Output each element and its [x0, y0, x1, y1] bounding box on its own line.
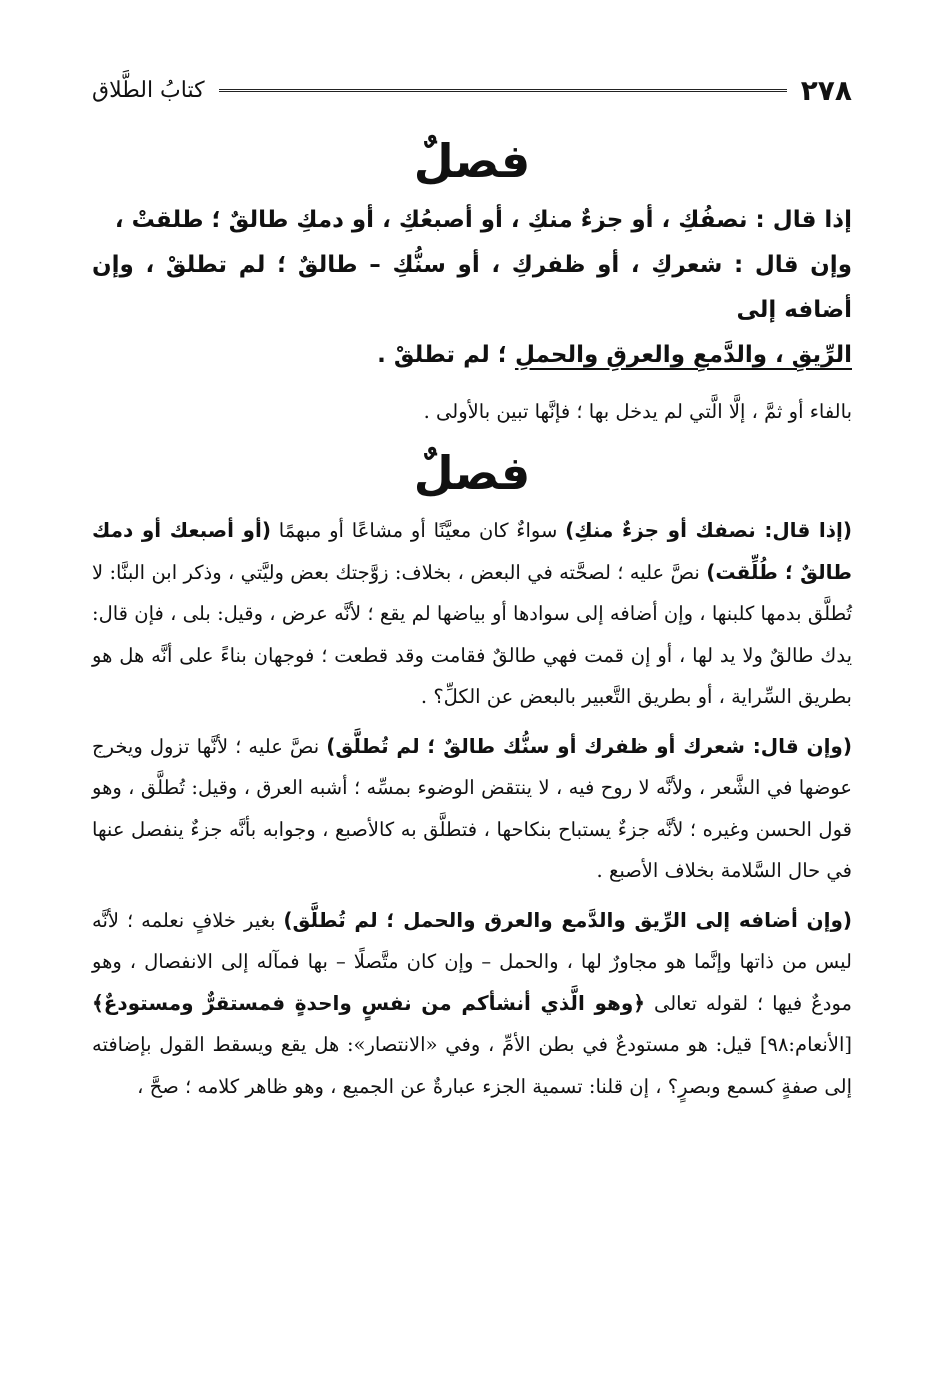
carry-over-text: بالفاء أو ثمَّ ، إلَّا الَّتي لم يدخل بها ؛ فإنَّها تبين بالأولى . — [423, 400, 852, 423]
quoted-matn: (وإن قال: شعرك أو ظفرك أو سنُّك طالقٌ ؛ لم تُطلَّق) — [326, 733, 852, 758]
commentary-paragraph-3 — [92, 900, 852, 1108]
commentary — [92, 510, 852, 1107]
matn-line-3-rest: ؛ لم تطلقْ . — [377, 342, 515, 368]
quoted-matn: (إذا قال: نصفك أو جزءٌ منكِ) — [565, 518, 852, 542]
commentary-text: [الأنعام:٩٨] قيل: هو مستودعٌ في بطن الأمِّ ، وفي «الانتصار»: هل يقع ويسقط القول بإضافته إلى صفةٍ كسمع وبصرٍ؟ ، إن قلنا: تسمية الجزء عبارةٌ عن الجميع ، وهو ظاهر كلامه ؛ صحَّ ، — [92, 1033, 852, 1098]
quran-verse: ﴿وهو الَّذي أنشأكم من نفسٍ واحدةٍ فمستقرٌّ ومستودعٌ﴾ — [92, 990, 646, 1015]
matn-line-2: وإن قال : شعركِ ، أو ظفركِ ، أو سنُّكِ – طالقٌ ؛ لم تطلقْ ، وإن أضافه إلى — [92, 252, 852, 323]
matn-underlined-phrase: الرِّيقِ ، والدَّمعِ والعرقِ والحملِ — [514, 342, 852, 368]
running-title: كتابُ الطَّلاق — [92, 77, 205, 103]
quoted-matn: (أو أصبعك أو دمك طالقٌ ؛ طُلِّقت) — [92, 518, 852, 584]
matn-line-3 — [92, 333, 852, 378]
quoted-matn: (وإن أضافه إلى الرِّيق والدَّمع والعرق والحمل ؛ لم تُطلَّق) — [283, 907, 853, 932]
commentary-paragraph-2 — [92, 726, 852, 892]
header-rule — [219, 89, 787, 92]
commentary-paragraph-1 — [92, 510, 852, 718]
matn-text — [92, 198, 852, 378]
commentary-text: نصَّ عليه ؛ لأنَّها تزول ويخرج عوضها في الشَّعر ، ولأنَّه لا روح فيه ، لا ينتقض الوضوء بمسِّه ؛ أشبه العرق ، وقيل: تُطلَّق ، وهو قول الحسن وغيره ؛ لأنَّه جزءٌ يستباح بنكاحها ، فتطلَّق به كالأصبع ، وجوابه بأنَّه جزءٌ ينفصل عنها في حال السَّلامة بخلاف الأصبع . — [92, 734, 852, 882]
matn-line-1: إذا قال : نصفُكِ ، أو جزءٌ منكِ ، أو أصبعُكِ ، أو دمكِ طالقٌ ؛ طلقتْ ، — [114, 207, 852, 233]
commentary-text: نصَّ عليه ؛ لصحَّته في البعض ، بخلاف: زوَّجتك بعض وليَّتي ، وذكر ابن البنَّا: لا تُطلَّق بدمها كلبنها ، وإن أضافه إلى سوادها أو بياضها لم يقع ؛ لأنَّه عرض ، وقيل: بلى ، فإن قال: يدك طالقٌ ولا يد لها ، أو إن قمت فهي طالقٌ فقامت وقد قطعت ؛ فوجهان بناءً على أنَّه هل هو بطريق السِّراية ، أو بطريق التَّعبير بالبعض عن الكلِّ؟ . — [92, 560, 852, 708]
section-heading-2: فصلٌ — [413, 446, 531, 500]
commentary-text: سواءٌ كان معيَّنًا أو مشاعًا أو مبهمًا — [270, 519, 566, 542]
page-header — [92, 70, 852, 110]
section-heading-1: فصلٌ — [413, 134, 531, 188]
commentary-text: بغير خلافٍ نعلمه ؛ لأنَّه ليس من ذاتها وإنَّما هو مجاورٌ لها ، والحمل – وإن كان متَّصلًا – بها فمآله إلى الانفصال ، وهو مودعٌ فيها ؛ لقوله تعالى — [92, 908, 852, 1015]
page-number: ٢٧٨ — [800, 73, 852, 107]
